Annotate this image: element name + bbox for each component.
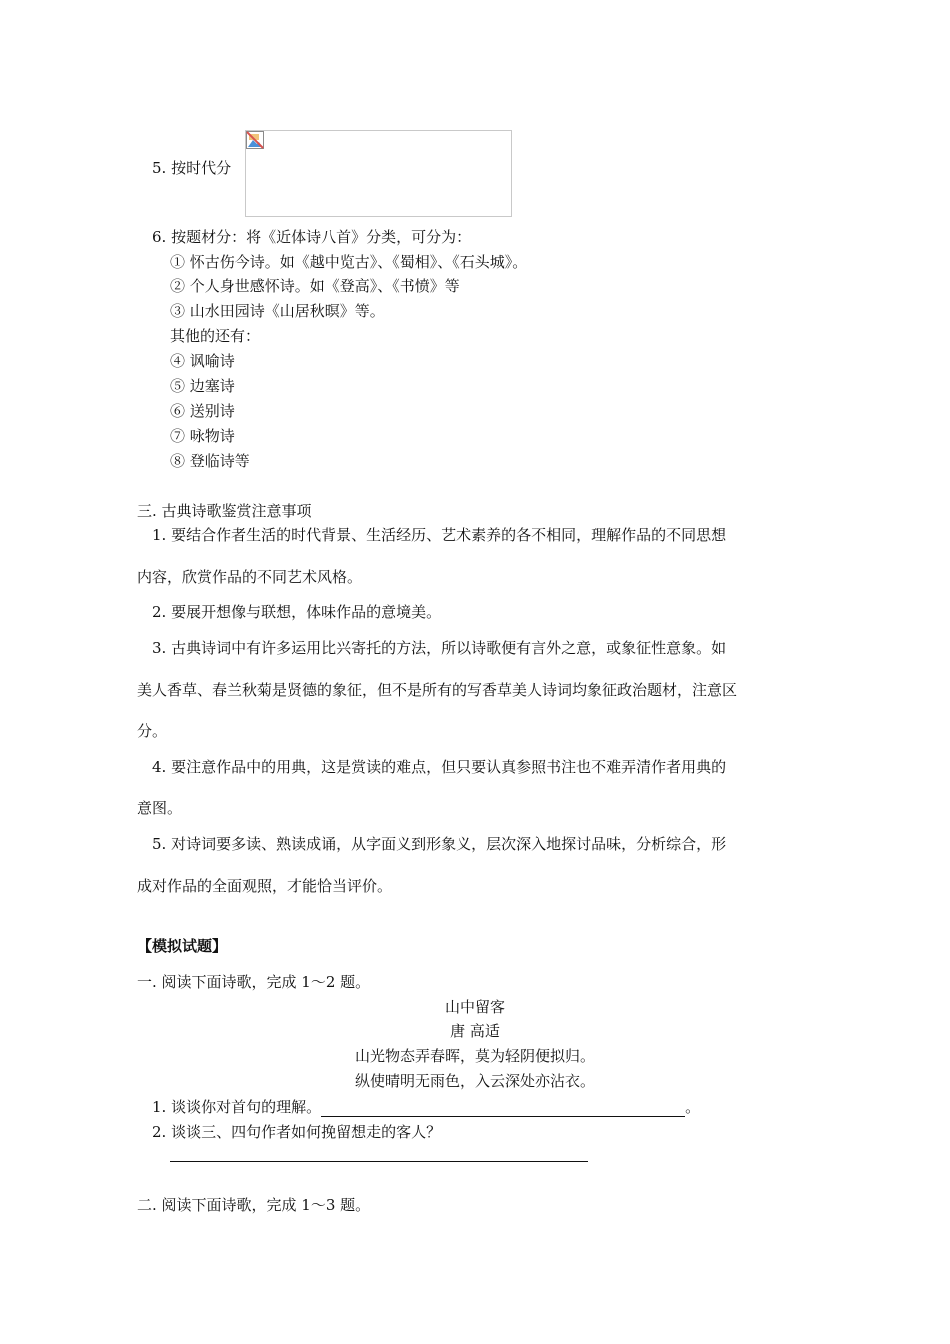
item-5-label: 5. 按时代分 [152, 159, 232, 177]
poem-author: 唐 高适 [450, 1022, 500, 1040]
section-3-p3-line2: 美人香草、春兰秋菊是贤德的象征，但不是所有的写香草美人诗词均象征政治题材，注意区 [137, 681, 738, 699]
item-5 [152, 158, 231, 178]
sub-item-7: ⑦ 咏物诗 [170, 427, 235, 445]
section-3-p2: 2. 要展开想像与联想，体味作品的意境美。 [152, 603, 442, 621]
sub-item-5: ⑤ 边塞诗 [170, 377, 235, 395]
question-1-1-end: 。 [685, 1098, 701, 1116]
sub-item-8: ⑧ 登临诗等 [170, 452, 250, 470]
poem-title: 山中留客 [444, 998, 505, 1016]
sub-item-4: ④ 讽喻诗 [170, 352, 235, 370]
others-label: 其他的还有： [170, 327, 261, 345]
section-3-p3-line1: 3. 古典诗词中有许多运用比兴寄托的方法，所以诗歌便有言外之意，或象征性意象。如 [152, 639, 727, 657]
section-3-p1-line1: 1. 要结合作者生活的时代背景、生活经历、艺术素养的各不相同，理解作品的不同思想 [152, 526, 727, 544]
item-6: 6. 按题材分：将《近体诗八首》分类，可分为： [152, 228, 472, 246]
question-1-1-text: 1. 谈谈你对首句的理解。 [152, 1098, 322, 1116]
section-3-p1-line2: 内容，欣赏作品的不同艺术风格。 [137, 568, 363, 586]
section-3-title: 三. 古典诗歌鉴赏注意事项 [137, 502, 312, 520]
sub-item-1: ① 怀古伤今诗。如《越中览古》、《蜀相》、《石头城》。 [170, 253, 528, 271]
question-1-1 [152, 1097, 700, 1117]
answer-blank-2[interactable] [170, 1161, 588, 1162]
section-3-p4-line2: 意图。 [137, 799, 183, 817]
sub-item-2: ② 个人身世感怀诗。如《登高》、《书愤》等 [170, 277, 460, 295]
broken-image-placeholder [245, 130, 512, 217]
question-1-intro: 一. 阅读下面诗歌，完成 1～2 题。 [137, 973, 371, 991]
poem-line-1: 山光物态弄春晖，莫为轻阴便拟归。 [354, 1047, 595, 1065]
section-3-p5-line2: 成对作品的全面观照，才能恰当评价。 [137, 877, 393, 895]
section-3-p5-line1: 5. 对诗词要多读、熟读成诵，从字面义到形象义，层次深入地探讨品味，分析综合，形 [152, 835, 727, 853]
section-3-p3-line3: 分。 [137, 722, 168, 740]
sub-item-3: ③ 山水田园诗《山居秋暝》等。 [170, 302, 385, 320]
answer-blank-1[interactable] [321, 1100, 685, 1117]
sub-item-6: ⑥ 送别诗 [170, 402, 235, 420]
section-3-p4-line1: 4. 要注意作品中的用典，这是赏读的难点，但只要认真参照书注也不难弄清作者用典的 [152, 758, 727, 776]
mock-test-heading: 【模拟试题】 [137, 937, 228, 955]
broken-image-icon [246, 131, 264, 149]
question-2-intro: 二. 阅读下面诗歌，完成 1～3 题。 [137, 1196, 371, 1214]
poem-line-2: 纵使晴明无雨色，入云深处亦沾衣。 [354, 1072, 595, 1090]
question-1-2: 2. 谈谈三、四句作者如何挽留想走的客人？ [152, 1123, 442, 1141]
